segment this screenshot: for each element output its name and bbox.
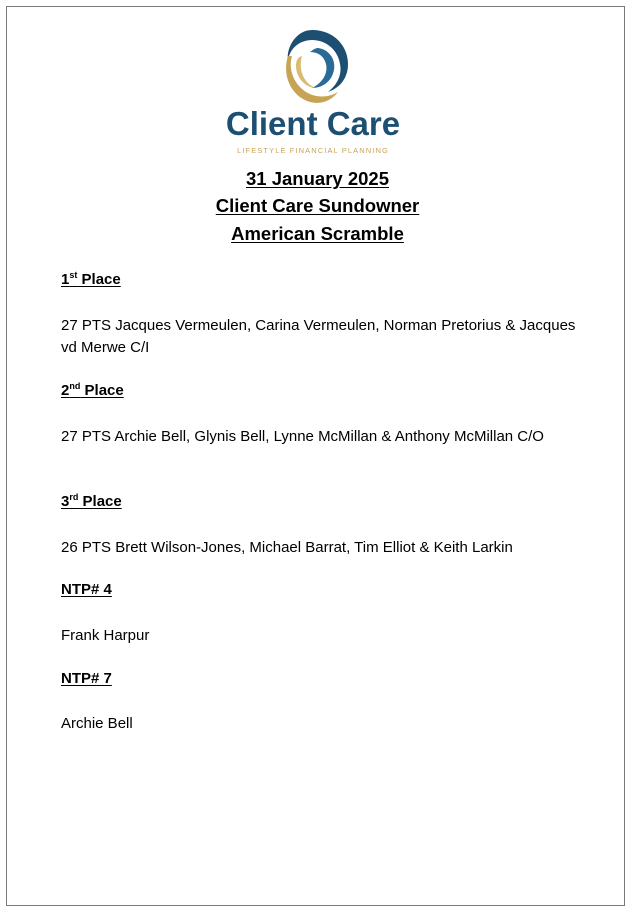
- third-place-result: 26 PTS Brett Wilson-Jones, Michael Barrat, Tim Elliot & Keith Larkin: [61, 539, 513, 556]
- client-care-logo: [214, 26, 412, 158]
- swirl-logo-icon: [272, 26, 352, 106]
- ntp-7-winner: Archie Bell: [61, 715, 133, 732]
- logo-wordmark: Client Care: [225, 105, 401, 142]
- logo-tagline: LIFESTYLE FINANCIAL PLANNING: [237, 146, 389, 155]
- ntp-4-heading: NTP# 4: [61, 581, 112, 598]
- ntp-4-winner: Frank Harpur: [61, 627, 150, 644]
- third-place-heading: 3rd Place: [61, 492, 122, 510]
- first-place-heading: 1st Place: [61, 270, 121, 288]
- event-format: American Scramble: [231, 223, 404, 244]
- second-place-result: 27 PTS Archie Bell, Glynis Bell, Lynne McMillan & Anthony McMillan C/O: [61, 428, 544, 445]
- ntp-7-heading: NTP# 7: [61, 670, 112, 687]
- second-place-heading: 2nd Place: [61, 381, 124, 399]
- event-date: 31 January 2025: [246, 168, 389, 189]
- event-title: Client Care Sundowner: [215, 195, 420, 216]
- first-place-result: 27 PTS Jacques Vermeulen, Carina Vermeulen, Norman Pretorius & Jacques vd Merwe C/I: [61, 317, 576, 356]
